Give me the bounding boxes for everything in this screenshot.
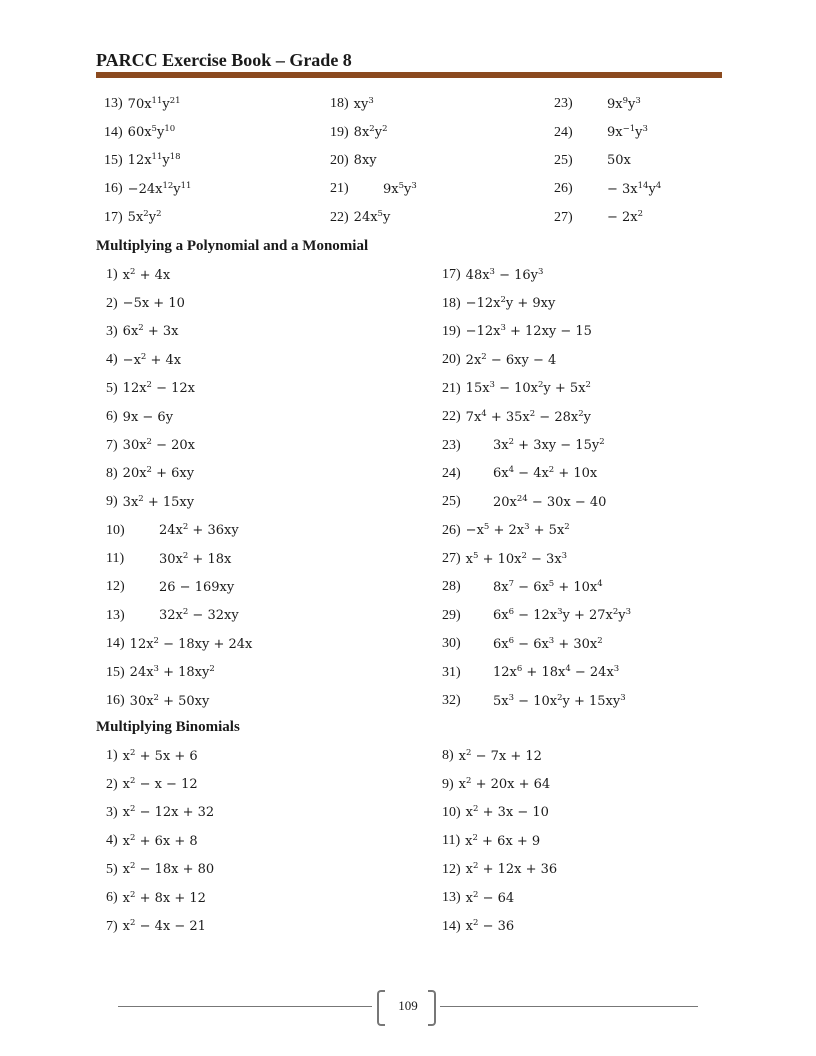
answer-item xyxy=(106,856,214,884)
answer-number: 13) xyxy=(106,607,125,623)
answer-expression: $12x^{11}y^{18}$ xyxy=(127,152,181,169)
answer-expression: $x^2 - x - 12$ xyxy=(122,776,198,793)
answer-number: 3) xyxy=(106,804,118,820)
answer-expression: $-12x^3 + 12xy - 15$ xyxy=(465,323,592,340)
answer-number: 8) xyxy=(442,748,454,764)
answer-number: 15) xyxy=(104,152,123,168)
answer-number: 2) xyxy=(106,295,118,311)
answer-item xyxy=(106,545,252,573)
answer-expression: $-x^2 + 4x$ xyxy=(122,351,182,368)
answer-number: 29) xyxy=(442,607,461,623)
top-column-1 xyxy=(104,90,191,232)
answer-expression: $xy^3$ xyxy=(353,95,374,112)
answer-number: 12) xyxy=(106,579,125,595)
answer-number: 1) xyxy=(106,267,118,283)
answer-item xyxy=(106,460,252,488)
answer-item xyxy=(106,488,252,516)
answer-expression: $x^2 + 6x + 8$ xyxy=(122,832,198,849)
answer-number: 7) xyxy=(106,437,118,453)
answer-item xyxy=(106,573,252,601)
answer-item xyxy=(104,118,191,146)
answer-item xyxy=(106,827,214,855)
answer-number: 24) xyxy=(554,124,573,140)
answer-expression: $32x^2 - 32xy$ xyxy=(159,607,239,624)
answer-number: 20) xyxy=(442,352,461,368)
answer-number: 21) xyxy=(330,181,349,197)
answer-expression: $x^2 + 5x + 6$ xyxy=(122,747,198,764)
answer-expression: $5x^2y^2$ xyxy=(127,209,162,226)
answer-number: 21) xyxy=(442,380,461,396)
answer-item xyxy=(442,742,557,770)
page-header-title: PARCC Exercise Book – Grade 8 xyxy=(96,50,352,70)
answer-expression: $x^2 + 20x + 64$ xyxy=(458,776,551,793)
answer-number: 24) xyxy=(442,465,461,481)
footer-bracket-left xyxy=(377,990,385,1026)
answer-expression: $6x^2 + 3x$ xyxy=(122,323,179,340)
answer-number: 1) xyxy=(106,748,118,764)
answer-number: 23) xyxy=(554,96,573,112)
answer-expression: $6x^6 - 6x^3 + 30x^2$ xyxy=(493,635,603,652)
poly-mono-right-column xyxy=(442,261,631,715)
section-heading-binomials: Multiplying Binomials xyxy=(96,719,240,735)
answer-expression: $5x^3 - 10x^2y + 15xy^3$ xyxy=(493,692,626,709)
answer-item xyxy=(442,289,631,317)
answer-expression: $24x^5y$ xyxy=(353,209,391,226)
answer-expression: $3x^2 + 3xy - 15y^2$ xyxy=(493,437,605,454)
answer-number: 22) xyxy=(330,209,349,225)
answer-item xyxy=(106,346,252,374)
answer-item xyxy=(442,545,631,573)
answer-expression: $12x^2 - 12x$ xyxy=(122,380,195,397)
binomials-left-column xyxy=(106,742,214,941)
answer-expression: $12x^2 - 18xy + 24x$ xyxy=(129,635,253,652)
answer-expression: $x^2 + 8x + 12$ xyxy=(122,889,206,906)
answer-expression: $-24x^{12}y^{11}$ xyxy=(127,180,192,197)
answer-item xyxy=(106,770,214,798)
answer-number: 6) xyxy=(106,409,118,425)
answer-item xyxy=(442,261,631,289)
answer-expression: $15x^3 - 10x^2y + 5x^2$ xyxy=(465,380,591,397)
answer-number: 3) xyxy=(106,323,118,339)
answer-number: 31) xyxy=(442,664,461,680)
answer-number: 20) xyxy=(330,152,349,168)
answer-number: 17) xyxy=(442,267,461,283)
answer-number: 26) xyxy=(554,181,573,197)
answer-number: 28) xyxy=(442,579,461,595)
answer-item xyxy=(554,118,661,146)
answer-expression: $8x^2y^2$ xyxy=(353,124,388,141)
answer-item xyxy=(106,687,252,715)
answer-number: 32) xyxy=(442,693,461,709)
answer-item xyxy=(106,403,252,431)
footer-line-right xyxy=(440,1006,698,1007)
answer-item xyxy=(330,90,417,118)
answer-item xyxy=(104,175,191,203)
answer-number: 22) xyxy=(442,409,461,425)
answer-item xyxy=(442,912,557,940)
answer-expression: $-12x^2y + 9xy$ xyxy=(465,295,556,312)
answer-number: 16) xyxy=(106,693,125,709)
answer-number: 18) xyxy=(442,295,461,311)
answer-expression: $6x^6 - 12x^3y + 27x^2y^3$ xyxy=(493,607,632,624)
answer-item xyxy=(554,204,661,232)
answer-number: 17) xyxy=(104,209,123,225)
answer-item xyxy=(106,261,252,289)
answer-number: 13) xyxy=(104,96,123,112)
answer-item xyxy=(330,147,417,175)
answer-item xyxy=(554,175,661,203)
answer-item xyxy=(106,630,252,658)
answer-expression: $60x^5y^{10}$ xyxy=(127,124,176,141)
answer-number: 27) xyxy=(442,551,461,567)
answer-item xyxy=(106,799,214,827)
answer-number: 30) xyxy=(442,636,461,652)
answer-expression: − $2x^2$ xyxy=(607,209,644,226)
answer-item xyxy=(330,118,417,146)
answer-number: 19) xyxy=(330,124,349,140)
answer-expression: $x^2 - 64$ xyxy=(465,889,515,906)
answer-item xyxy=(442,431,631,459)
answer-expression: $24x^2 + 36xy$ xyxy=(159,522,239,539)
answer-expression: − $3x^{14}y^4$ xyxy=(607,180,662,197)
answer-expression: $30x^2 + 50xy$ xyxy=(129,692,210,709)
answer-item xyxy=(442,346,631,374)
answer-expression: $x^2 + 4x$ xyxy=(122,266,171,283)
answer-expression: $20x^{24} - 30x - 40$ xyxy=(493,493,607,510)
answer-item xyxy=(442,770,557,798)
answer-expression: $x^2 + 12x + 36$ xyxy=(465,861,558,878)
answer-number: 14) xyxy=(104,124,123,140)
answer-number: 12) xyxy=(442,861,461,877)
answer-expression: $3x^2 + 15xy$ xyxy=(122,493,195,510)
answer-number: 27) xyxy=(554,209,573,225)
answer-item xyxy=(104,147,191,175)
answer-expression: −5x + 10 xyxy=(122,296,185,312)
answer-number: 2) xyxy=(106,776,118,792)
answer-number: 25) xyxy=(554,152,573,168)
answer-item xyxy=(106,375,252,403)
answer-expression: $9x^{-1}y^3$ xyxy=(607,124,648,141)
answer-item xyxy=(442,488,631,516)
answer-expression: $-x^5 + 2x^3 + 5x^2$ xyxy=(465,522,570,539)
answer-item xyxy=(106,431,252,459)
answer-item xyxy=(106,912,214,940)
answer-expression: $2x^2 - 6xy - 4$ xyxy=(465,351,557,368)
answer-number: 4) xyxy=(106,352,118,368)
answer-item xyxy=(442,460,631,488)
answer-expression: $70x^{11}y^{21}$ xyxy=(127,95,181,112)
answer-item xyxy=(330,204,417,232)
answer-expression: $x^2 - 12x + 32$ xyxy=(122,804,215,821)
binomials-right-column xyxy=(442,742,557,941)
answer-item xyxy=(442,318,631,346)
footer-bracket-right xyxy=(428,990,436,1026)
answer-number: 15) xyxy=(106,664,125,680)
answer-expression: $x^2 - 7x + 12$ xyxy=(458,747,542,764)
answer-expression: $30x^2 - 20x$ xyxy=(122,437,195,454)
answer-item xyxy=(106,884,214,912)
answer-item xyxy=(106,658,252,686)
answer-expression: $x^2 - 18x + 80$ xyxy=(122,861,215,878)
answer-number: 5) xyxy=(106,380,118,396)
answer-expression: $48x^3 - 16y^3$ xyxy=(465,266,544,283)
answer-expression: 9x − 6y xyxy=(122,409,174,425)
top-column-2 xyxy=(330,90,417,232)
answer-number: 9) xyxy=(106,494,118,510)
top-column-3 xyxy=(554,90,661,232)
answer-item xyxy=(442,827,557,855)
answer-item xyxy=(106,742,214,770)
answer-item xyxy=(106,602,252,630)
answer-item xyxy=(106,289,252,317)
answer-number: 11) xyxy=(106,551,125,567)
answer-item xyxy=(104,90,191,118)
answer-number: 7) xyxy=(106,918,118,934)
answer-item xyxy=(330,175,417,203)
answer-number: 8) xyxy=(106,465,118,481)
answer-item xyxy=(442,602,631,630)
answer-number: 10) xyxy=(106,522,125,538)
answer-number: 14) xyxy=(106,636,125,652)
answer-item xyxy=(442,630,631,658)
answer-expression: $x^2 + 3x - 10$ xyxy=(465,804,549,821)
answer-expression: $24x^3 + 18xy^2$ xyxy=(129,664,215,681)
poly-mono-left-column xyxy=(106,261,252,715)
answer-number: 9) xyxy=(442,776,454,792)
answer-expression: $x^2 + 6x + 9$ xyxy=(465,832,541,849)
answer-item xyxy=(442,856,557,884)
answer-number: 4) xyxy=(106,833,118,849)
answer-item xyxy=(442,884,557,912)
answer-number: 23) xyxy=(442,437,461,453)
answer-expression: $6x^4 - 4x^2 + 10x$ xyxy=(493,465,598,482)
answer-item xyxy=(106,517,252,545)
answer-expression: 26 − 169xy xyxy=(159,579,235,595)
answer-expression: 50x xyxy=(607,153,631,169)
answer-expression: $x^2 - 4x - 21$ xyxy=(122,918,206,935)
answer-number: 11) xyxy=(442,833,461,849)
footer-line-left xyxy=(118,1006,372,1007)
answer-number: 6) xyxy=(106,890,118,906)
answer-number: 14) xyxy=(442,918,461,934)
answer-item xyxy=(554,90,661,118)
answer-item xyxy=(442,517,631,545)
section-heading-poly-mono: Multiplying a Polynomial and a Monomial xyxy=(96,238,369,254)
answer-expression: 8xy xyxy=(353,153,377,169)
answer-number: 19) xyxy=(442,323,461,339)
answer-item xyxy=(554,147,661,175)
answer-number: 5) xyxy=(106,861,118,877)
answer-item xyxy=(442,658,631,686)
answer-expression: $9x^9y^3$ xyxy=(607,95,641,112)
page-number: 109 xyxy=(398,998,418,1013)
answer-number: 26) xyxy=(442,522,461,538)
answer-number: 10) xyxy=(442,804,461,820)
answer-item xyxy=(442,375,631,403)
answer-expression: $7x^4 + 35x^2 - 28x^2y$ xyxy=(465,408,591,425)
answer-expression: $12x^6 + 18x^4 - 24x^3$ xyxy=(493,664,620,681)
answer-item xyxy=(442,799,557,827)
header-rule xyxy=(96,72,722,78)
answer-item xyxy=(104,204,191,232)
answer-item xyxy=(442,403,631,431)
answer-expression: $20x^2 + 6xy$ xyxy=(122,465,195,482)
answer-item xyxy=(442,573,631,601)
answer-expression: $x^5 + 10x^2 - 3x^3$ xyxy=(465,550,568,567)
answer-number: 18) xyxy=(330,96,349,112)
answer-expression: $x^2 - 36$ xyxy=(465,918,515,935)
answer-expression: $30x^2 + 18x$ xyxy=(159,550,232,567)
answer-expression: $9x^5y^3$ xyxy=(383,180,417,197)
answer-number: 25) xyxy=(442,494,461,510)
answer-expression: $8x^7 - 6x^5 + 10x^4$ xyxy=(493,578,603,595)
answer-number: 16) xyxy=(104,181,123,197)
answer-item xyxy=(106,318,252,346)
answer-item xyxy=(442,687,631,715)
answer-number: 13) xyxy=(442,890,461,906)
